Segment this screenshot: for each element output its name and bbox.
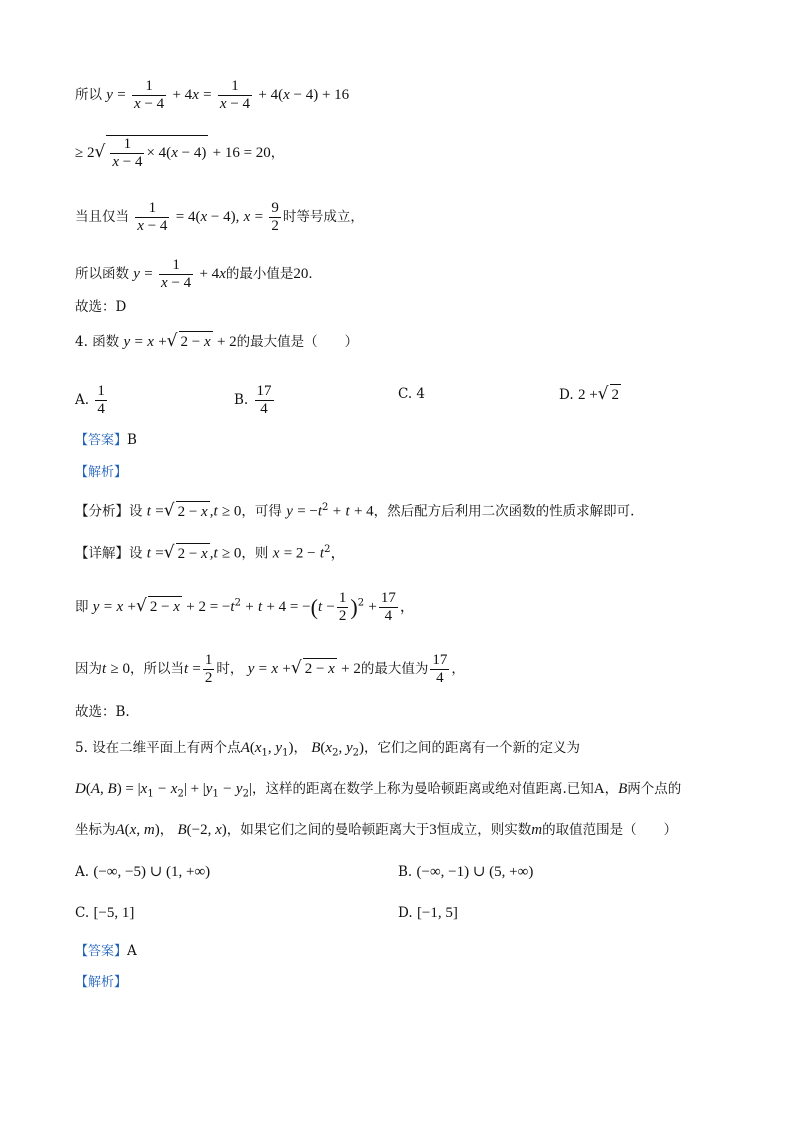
text: ， xyxy=(451,661,465,677)
option-label: B. xyxy=(398,864,413,880)
q4-option-c: C. 4 xyxy=(398,386,426,402)
q4-ji: 即 y = x +√ $2 - x + 2 = -t^2 + t + 4 = -(t$ − $\frac{1}{2}$ )$^2$ + $\frac{17}{4}$ ， xyxy=(75,590,415,624)
option-label: A. xyxy=(75,864,90,880)
fraction: $\frac{1}{x - 4}$ xyxy=(219,78,251,112)
text: ，它们之间的距离有一个新的定义为 xyxy=(364,740,581,756)
text: ，则 xyxy=(241,545,269,562)
question-5-line-1: 5. 设在二维平面上有两个点$A(x_1$, $y_1$)， $B(x_2$, $y_2$)，它们之间的距离有一个新的定义为 xyxy=(75,740,581,759)
question-number: 4. xyxy=(75,334,88,350)
choose-d: 故选：D xyxy=(75,299,127,315)
q5-analysis-tag xyxy=(75,972,127,993)
q4-option-d: D. 2 +√ 2 xyxy=(559,384,619,404)
choose-b: 故选：B. xyxy=(75,704,130,720)
text: 【详解】 xyxy=(75,545,129,562)
text: ，然后配方后利用二次函数的性质求解即可. xyxy=(373,503,635,520)
text: 函数 xyxy=(92,334,120,350)
question-number: 5. xyxy=(75,740,88,756)
option-label: C. xyxy=(75,905,90,921)
text: ． xyxy=(308,266,322,282)
q5-option-c: C. [−5, 1] xyxy=(75,905,135,921)
q4-option-a: A. $\frac{1}{4}$ xyxy=(75,383,105,417)
option-label: D. xyxy=(398,905,413,921)
text: ，这样的距离在数学上称为曼哈顿距离或绝对值距离.已知 xyxy=(251,781,594,797)
derivation-line-1: 所以 y = $\frac{1}{x - 4}$ + 4x = $\frac{1}{x - 4}$ + 4(x − 4) + 16 xyxy=(75,78,350,112)
text: 设 xyxy=(129,503,143,520)
text: 两个点的 xyxy=(627,781,682,797)
text: 的最小值是 xyxy=(225,266,294,282)
text: 时， xyxy=(216,661,244,677)
text: A xyxy=(593,781,605,797)
derivation-line-3: 当且仅当 $\frac{1}{x - 4}$ = 4(x − 4), x = $\frac{9}{2}$ 时等号成立， xyxy=(75,200,364,234)
text: 时等号成立， xyxy=(282,209,364,225)
q4-xiangjie: 【详解】设 t =√ 2 − x ,t ≥ 0，则 $x = 2 - t^2$， xyxy=(75,542,346,563)
text: 设 xyxy=(129,545,143,562)
answer-tag: 【答案】 xyxy=(75,944,128,959)
derivation-line-2: ≥ 2√ $\frac{1}{x - 4}$ × 4(x − 4) + 16 = 20， xyxy=(75,136,285,170)
text: 即 xyxy=(75,599,89,615)
text: ， xyxy=(293,740,307,756)
text: 所以函数 xyxy=(75,266,129,282)
answer-tag: 【答案】 xyxy=(75,433,128,448)
text: 坐标为 xyxy=(75,822,116,838)
option-label: B. xyxy=(234,392,249,408)
text: 的最大值为 xyxy=(360,661,429,677)
text: 当且仅当 xyxy=(75,209,129,225)
q4-yinwei: 因为t ≥ 0，所以当t = $\frac{1}{2}$ 时， y = x +√ 2 − x + 2的最大值为 $\frac{17}{4}$ ， xyxy=(75,652,465,686)
q5-option-b: B. (−∞, −1) ∪ (5, +∞) xyxy=(398,864,534,880)
text: ， xyxy=(270,145,285,161)
q4-fenxi: 【分析】设 t =√ 2 − x ,t ≥ 0，可得 $y = -t^2 + t + 4$，然后配方后利用二次函数的性质求解即可. xyxy=(75,500,635,521)
text: ， xyxy=(604,781,619,797)
answer-value: A xyxy=(127,943,137,959)
question-4-stem: 4. 函数 y = x +√ 2 − x + 2的最大值是（ ） xyxy=(75,331,359,351)
text: ，所以当 xyxy=(129,661,184,677)
text: ，如果它们之间的曼哈顿距离大于 xyxy=(226,822,430,838)
option-label: D. xyxy=(559,387,574,403)
question-5-line-2: D(A, $B) = |x_1 - x_2| + |y_1 - y_2|$，这样的距离在数学上称为曼哈顿距离或绝对值距离.已知A，B两个点的 xyxy=(75,781,682,800)
text: 因为 xyxy=(75,661,102,677)
q5-answer xyxy=(75,941,137,962)
q4-option-b: B. $\frac{17}{4}$ xyxy=(234,383,272,417)
q4-analysis-tag xyxy=(75,462,127,483)
text: 恒成立，则实数 xyxy=(436,822,532,838)
question-5-line-3: 坐标为A(x, m)， B(−2, x)，如果它们之间的曼哈顿距离大于3恒成立，则实数m的取值范围是（ ） xyxy=(75,822,678,838)
text: 3 xyxy=(429,822,437,838)
answer-value: B xyxy=(127,432,137,448)
text: ，可得 xyxy=(241,503,282,520)
q4-answer xyxy=(75,430,137,451)
text: m xyxy=(531,822,543,838)
text: B xyxy=(618,781,628,797)
math: y xyxy=(106,87,113,103)
text: 的取值范围是（ ） xyxy=(542,822,678,838)
analysis-tag: 【解析】 xyxy=(75,975,128,990)
text: 20 xyxy=(293,266,309,282)
derivation-line-4: 所以函数 y = $\frac{1}{x - 4}$ + 4x的最小值是20． xyxy=(75,257,322,291)
q5-option-d: D. [−1, 5] xyxy=(398,905,458,921)
text: 所以 xyxy=(75,87,102,103)
text: 的最大值是（ ） xyxy=(236,334,359,350)
text: 设在二维平面上有两个点 xyxy=(92,740,241,756)
q5-option-a: A. (−∞, −5) ∪ (1, +∞) xyxy=(75,864,211,880)
analysis-tag: 【解析】 xyxy=(75,465,128,480)
text: 【分析】 xyxy=(75,503,129,520)
option-label: A. xyxy=(75,392,90,408)
text: ， xyxy=(159,822,174,838)
fraction: $\frac{1}{x - 4}$ xyxy=(134,78,165,112)
